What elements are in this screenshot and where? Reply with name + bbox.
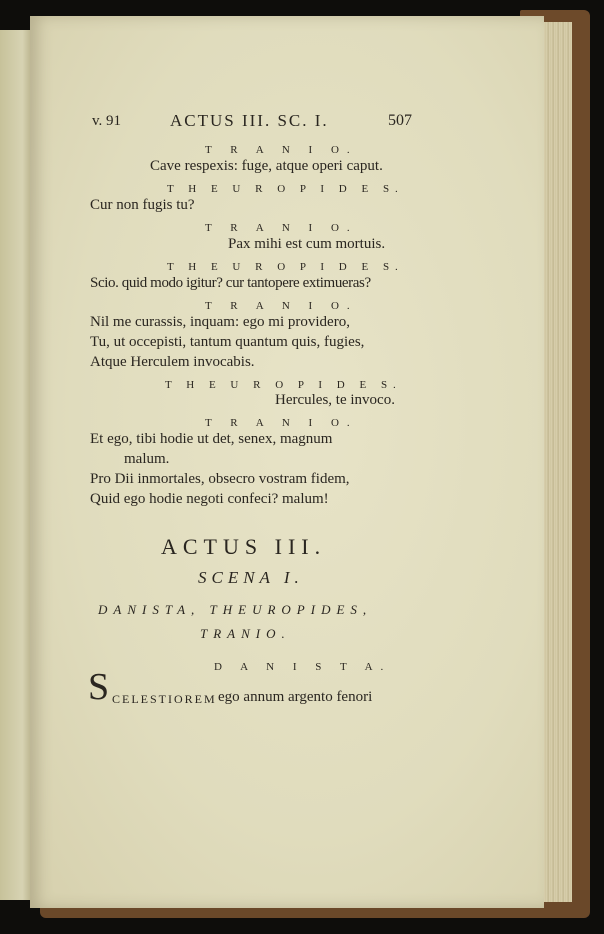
speaker-label: D A N I S T A. xyxy=(214,661,392,673)
verse-line: Pro Dii inmortales, obsecro vostram fidem, xyxy=(90,471,350,487)
scene-characters: TRANIO. xyxy=(200,626,291,641)
verse-line: Tu, ut occepisti, tantum quantum quis, fugies, xyxy=(90,334,365,350)
verse-line: Pax mihi est cum mortuis. xyxy=(228,236,386,252)
verse-line: Hercules, te invoco. xyxy=(275,392,395,408)
left-page-edge xyxy=(0,30,32,900)
scene-characters: DANISTA, THEUROPIDES, xyxy=(98,602,373,617)
speaker-label: T R A N I O. xyxy=(205,222,358,234)
speaker-label: T R A N I O. xyxy=(205,300,358,312)
verse-line: Scio. quid modo igitur? cur tantopere extimueras? xyxy=(90,275,371,291)
act-title: ACTUS III. xyxy=(161,534,327,559)
speaker-label: T H E U R O P I D E S. xyxy=(167,183,404,195)
speaker-label: T R A N I O. xyxy=(205,144,358,156)
verse-line: malum. xyxy=(124,451,170,467)
verse-line: Cave respexis: fuge, atque operi caput. xyxy=(150,158,383,174)
verse-line: Cur non fugis tu? xyxy=(90,197,195,213)
first-line-caps: CELESTIOREM xyxy=(112,692,217,706)
verse-line: Atque Herculem invocabis. xyxy=(90,354,255,370)
verse-line: Et ego, tibi hodie ut det, senex, magnum xyxy=(90,431,333,447)
drop-initial: S xyxy=(88,666,110,708)
scene-title: SCENA I. xyxy=(198,568,304,587)
running-head: ACTUS III. SC. I. xyxy=(170,111,329,130)
verse-line: ego annum argento fenori xyxy=(218,689,373,705)
book-page xyxy=(30,16,544,908)
verse-line: Nil me curassis, inquam: ego mi providero, xyxy=(90,314,350,330)
speaker-label: T R A N I O. xyxy=(205,417,358,429)
speaker-label: T H E U R O P I D E S. xyxy=(167,261,404,273)
speaker-label: T H E U R O P I D E S. xyxy=(165,379,402,391)
verse-line: Quid ego hodie negoti confeci? malum! xyxy=(90,491,329,507)
page-number: 507 xyxy=(388,112,412,129)
verse-number: v. 91 xyxy=(92,113,122,129)
